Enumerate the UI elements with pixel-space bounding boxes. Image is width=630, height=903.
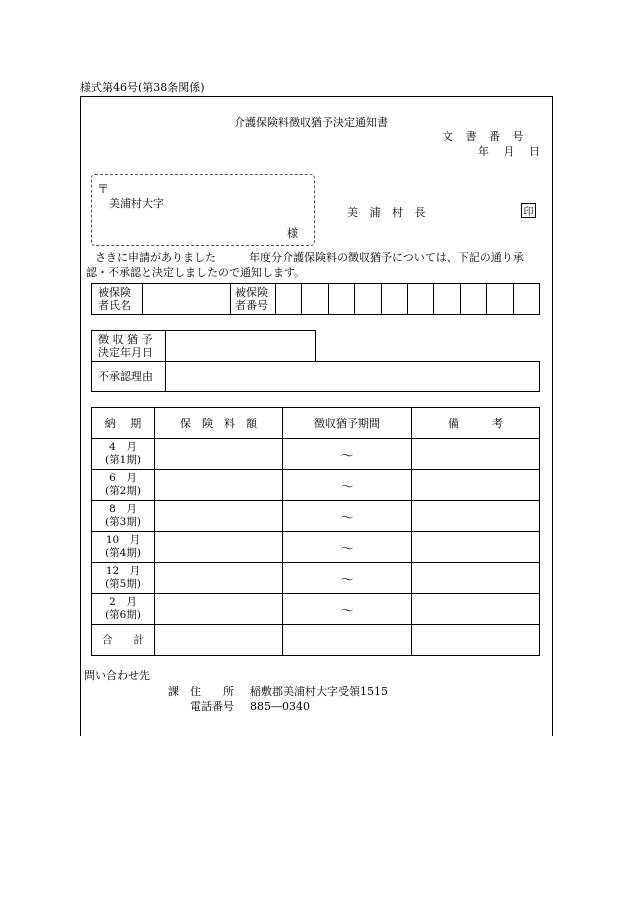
deferral-date-field[interactable] xyxy=(166,331,316,362)
total-remarks-cell xyxy=(412,625,540,656)
contact-phone-label: 電話番号 xyxy=(190,700,234,713)
document-number-label: 文 書 番 号 xyxy=(442,130,524,143)
rejection-reason-table xyxy=(91,361,540,392)
remarks-cell[interactable] xyxy=(412,470,540,501)
deferral-range-cell[interactable]: ～ xyxy=(283,532,412,563)
total-row xyxy=(92,625,540,656)
deferral-range-cell[interactable]: ～ xyxy=(283,563,412,594)
honorific: 様 xyxy=(287,227,298,240)
insured-number-digit[interactable] xyxy=(328,284,354,315)
table-row xyxy=(92,532,540,563)
deferral-range-cell[interactable]: ～ xyxy=(283,501,412,532)
remarks-cell[interactable] xyxy=(412,501,540,532)
table-row xyxy=(92,470,540,501)
premium-amount-cell[interactable] xyxy=(155,563,283,594)
contact-dept-label: 課 xyxy=(168,685,179,698)
address-village: 美浦村大字 xyxy=(109,197,164,210)
due-period-cell: 8 月 (第3期) xyxy=(92,501,155,532)
body-text-line1: さきに申請がありました 年度分介護保険料の徴収猶予については、下記の通り承 xyxy=(95,251,524,264)
payment-schedule-table xyxy=(91,407,540,656)
date-label: 年 月 日 xyxy=(478,145,540,158)
insured-number-digit[interactable] xyxy=(460,284,486,315)
contact-address-value: 稲敷郡美浦村大字受領1515 xyxy=(250,685,388,698)
premium-amount-cell[interactable] xyxy=(155,501,283,532)
insured-number-digit[interactable] xyxy=(434,284,460,315)
due-period-cell: 12 月 (第5期) xyxy=(92,563,155,594)
insured-info-table xyxy=(91,283,540,315)
header-remarks: 備 考 xyxy=(412,408,540,439)
remarks-cell[interactable] xyxy=(412,563,540,594)
deferral-range-cell[interactable]: ～ xyxy=(283,439,412,470)
premium-amount-cell[interactable] xyxy=(155,594,283,625)
body-text-line2: 認・不承認と決定しましたので通知します。 xyxy=(86,266,306,279)
total-label: 合 計 xyxy=(92,625,155,656)
deferral-range-cell[interactable]: ～ xyxy=(283,470,412,501)
contact-address-label: 住 所 xyxy=(190,685,234,698)
seal-mark: 印 xyxy=(521,203,536,218)
table-row xyxy=(92,439,540,470)
insured-number-digit[interactable] xyxy=(381,284,407,315)
table-row xyxy=(92,594,540,625)
remarks-cell[interactable] xyxy=(412,532,540,563)
insured-name-label: 被保険 者氏名 xyxy=(92,284,143,315)
premium-amount-cell[interactable] xyxy=(155,439,283,470)
issuer-name: 美 浦 村 長 xyxy=(347,206,426,219)
insured-number-digit[interactable] xyxy=(513,284,539,315)
due-period-cell: 10 月 (第4期) xyxy=(92,532,155,563)
table-row xyxy=(92,563,540,594)
header-premium-amount: 保 険 料 額 xyxy=(155,408,283,439)
deferral-date-label: 徴 収 猶 予 決定年月日 xyxy=(92,331,166,362)
header-deferral-period: 徴収猶予期間 xyxy=(283,408,412,439)
remarks-cell[interactable] xyxy=(412,439,540,470)
header-due-period: 納 期 xyxy=(92,408,155,439)
contact-phone-value: 885―0340 xyxy=(250,700,310,713)
postal-mark: 〒 xyxy=(97,182,110,196)
premium-amount-cell[interactable] xyxy=(155,532,283,563)
contact-heading: 問い合わせ先 xyxy=(84,669,150,682)
address-box xyxy=(91,174,315,246)
premium-amount-cell[interactable] xyxy=(155,470,283,501)
deferral-date-table xyxy=(91,330,316,362)
remarks-cell[interactable] xyxy=(412,594,540,625)
total-amount-cell[interactable] xyxy=(155,625,283,656)
insured-name-field[interactable] xyxy=(143,284,231,315)
insured-number-label: 被保険 者番号 xyxy=(231,284,276,315)
table-row xyxy=(92,501,540,532)
due-period-cell: 6 月 (第2期) xyxy=(92,470,155,501)
due-period-cell: 4 月 (第1期) xyxy=(92,439,155,470)
rejection-reason-field[interactable] xyxy=(166,362,540,392)
insured-number-digit[interactable] xyxy=(407,284,433,315)
total-deferral-cell xyxy=(283,625,412,656)
insured-number-digit[interactable] xyxy=(355,284,381,315)
deferral-range-cell[interactable]: ～ xyxy=(283,594,412,625)
rejection-reason-label: 不承認理由 xyxy=(92,362,166,392)
due-period-cell: 2 月 (第6期) xyxy=(92,594,155,625)
insured-number-digit[interactable] xyxy=(302,284,328,315)
insured-number-digit[interactable] xyxy=(276,284,302,315)
insured-number-digit[interactable] xyxy=(487,284,513,315)
form-number: 様式第46号(第38条関係) xyxy=(80,81,205,94)
document-title: 介護保険料徴収猶予決定通知書 xyxy=(234,116,388,129)
